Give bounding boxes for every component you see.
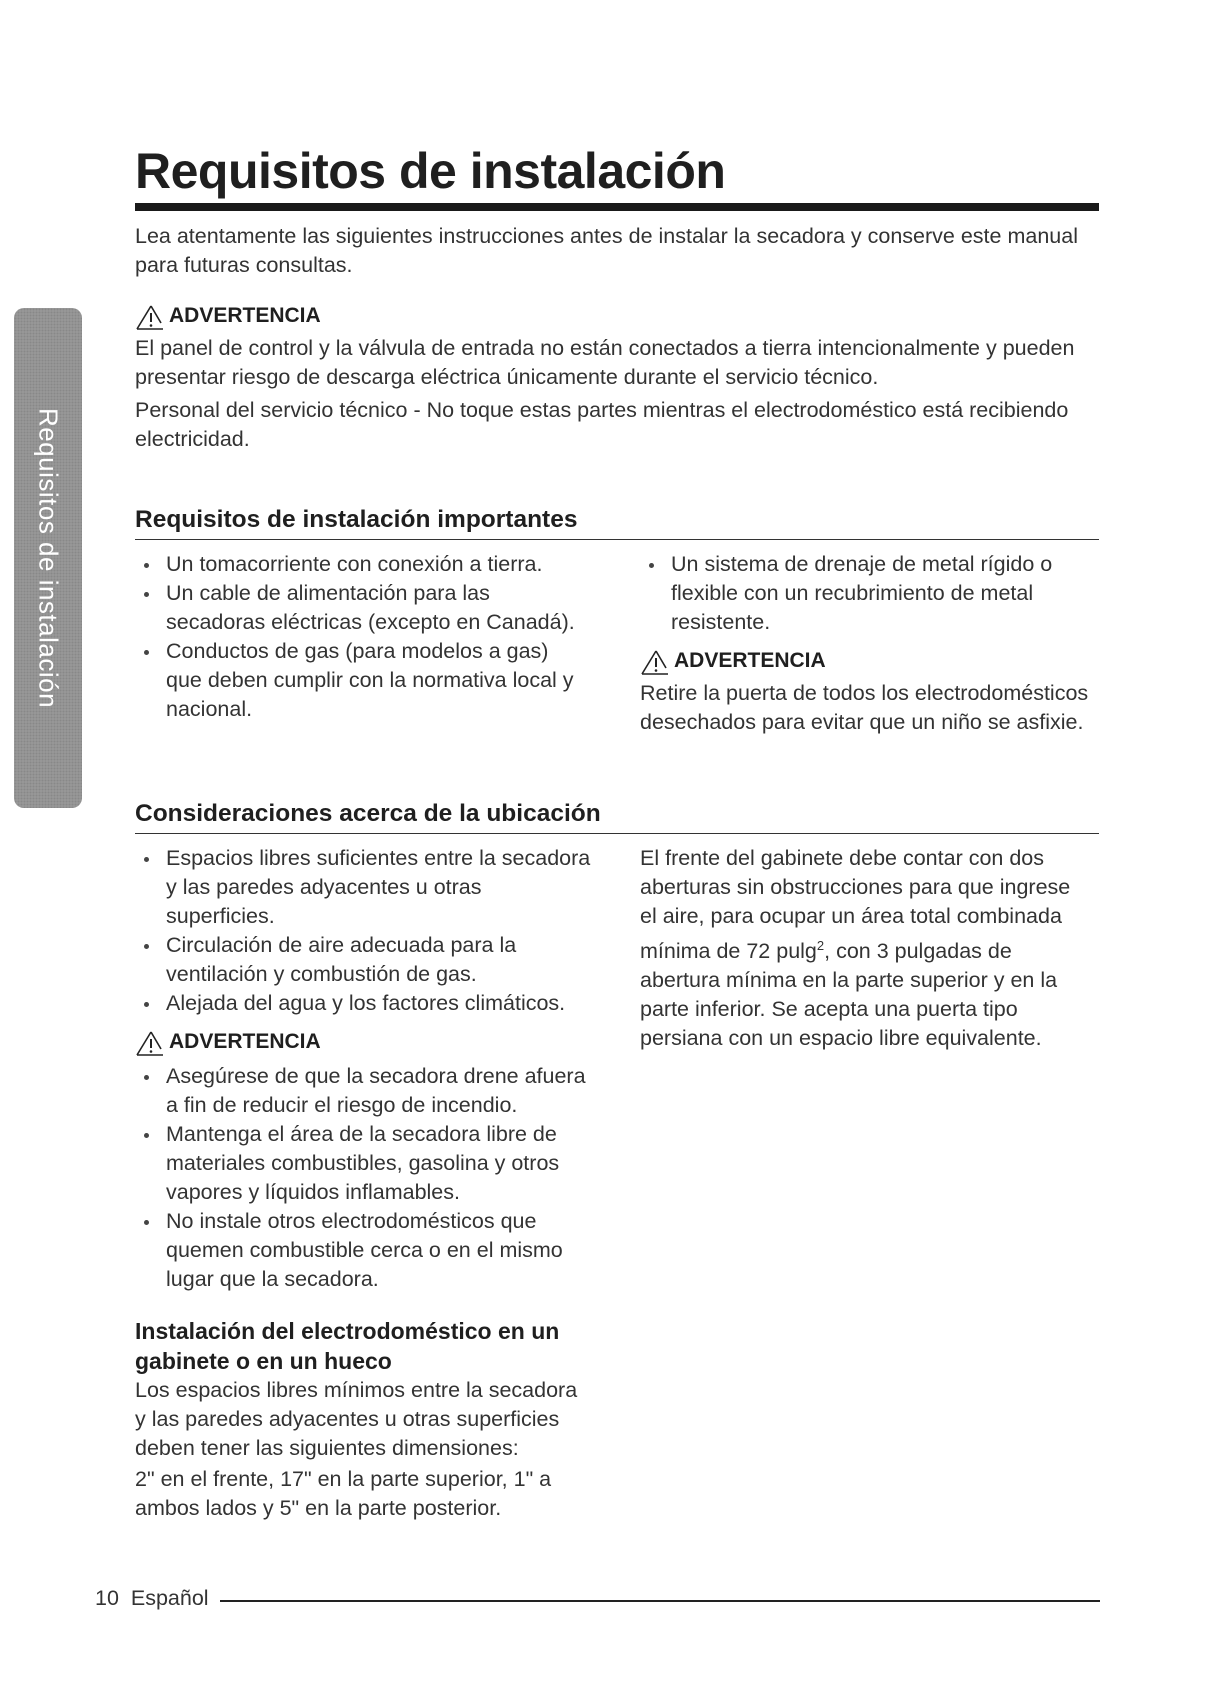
warning-label: ADVERTENCIA	[674, 649, 826, 672]
warning-heading	[135, 302, 1110, 330]
page-number: 10	[95, 1586, 119, 1610]
important-list-right	[640, 550, 1100, 637]
section-title-location: Consideraciones acerca de la ubicación	[135, 800, 601, 827]
subsection-title-cabinet: Instalación del electrodoméstico en un gabinete o en un hueco	[135, 1318, 560, 1374]
side-tab-label: Requisitos de instalación	[33, 407, 64, 709]
page-title: Requisitos de instalación	[135, 143, 726, 199]
section-rule	[135, 539, 1099, 540]
warning-heading	[135, 1028, 595, 1056]
warning-triangle-icon	[640, 649, 670, 675]
warning-paragraph: Personal del servicio técnico - No toque estas partes mientras el electrodoméstico está recibiendo electricidad.	[135, 398, 1069, 451]
list-item: Asegúrese de que la secadora drene afuera a fin de reducir el riesgo de incendio.	[135, 1062, 595, 1120]
warning-heading	[640, 647, 1100, 675]
warning-paragraph: El panel de control y la válvula de entrada no están conectados a tierra intencionalmente y pueden presentar riesgo de descarga eléctrica únicamente durante el servicio técnico.	[135, 336, 1075, 389]
list-item: No instale otros electrodomésticos que quemen combustible cerca o en el mismo lugar que la secadora.	[135, 1207, 595, 1294]
cabinet-paragraph: 2" en el frente, 17" en la parte superior, 1" a ambos lados y 5" en la parte posterior.	[135, 1467, 552, 1520]
right-text-part: , con 3 pulgadas de abertura mínima en la parte superior y en la parte inferior. Se acepta una puerta tipo persiana con un espacio libre equivalente.	[640, 939, 1058, 1051]
list-item: Un cable de alimentación para las secadoras eléctricas (excepto en Canadá).	[135, 579, 585, 637]
list-item: Espacios libres suficientes entre la secadora y las paredes adyacentes u otras superficies.	[135, 844, 595, 931]
footer-language: Español	[130, 1586, 209, 1610]
warning-triangle-icon	[135, 1030, 165, 1056]
superscript: 2	[816, 938, 825, 953]
section-rule	[135, 833, 1099, 834]
list-item: Circulación de aire adecuada para la ventilación y combustión de gas.	[135, 931, 595, 989]
list-item: Alejada del agua y los factores climáticos.	[135, 989, 595, 1018]
warning-triangle-icon	[135, 304, 165, 330]
footer-rule	[220, 1600, 1100, 1602]
location-left-column	[135, 844, 595, 1523]
title-rule	[135, 203, 1099, 211]
warning-label: ADVERTENCIA	[169, 1030, 321, 1053]
list-item: Un sistema de drenaje de metal rígido o flexible con un recubrimiento de metal resistente.	[640, 550, 1100, 637]
location-list	[135, 844, 595, 1018]
list-item: Un tomacorriente con conexión a tierra.	[135, 550, 585, 579]
list-item: Mantenga el área de la secadora libre de materiales combustibles, gasolina y otros vapores y líquidos inflamables.	[135, 1120, 595, 1207]
side-tab	[14, 308, 82, 808]
important-list-left	[135, 550, 585, 724]
page-footer	[95, 1586, 209, 1611]
cabinet-paragraph: Los espacios libres mínimos entre la secadora y las paredes adyacentes u otras superficies deben tener las siguientes dimensiones:	[135, 1378, 578, 1460]
important-right-column	[640, 550, 1100, 737]
warning-block-top	[135, 302, 1110, 454]
right-text-part: El frente del gabinete debe contar con dos aberturas sin obstrucciones para que ingrese el aire, para ocupar un área total combinada mínima de 72 pulg	[640, 846, 1071, 964]
location-right-text	[640, 844, 1090, 1053]
warning-text: Retire la puerta de todos los electrodomésticos desechados para evitar que un niño se asfixie.	[640, 681, 1089, 734]
intro-text: Lea atentamente las siguientes instrucciones antes de instalar la secadora y conserve este manual para futuras consultas.	[135, 224, 1078, 277]
warning-label: ADVERTENCIA	[169, 304, 321, 327]
list-item: Conductos de gas (para modelos a gas) que deben cumplir con la normativa local y nacional.	[135, 637, 585, 724]
section-title-important: Requisitos de instalación importantes	[135, 506, 578, 533]
location-warning-list	[135, 1062, 595, 1294]
